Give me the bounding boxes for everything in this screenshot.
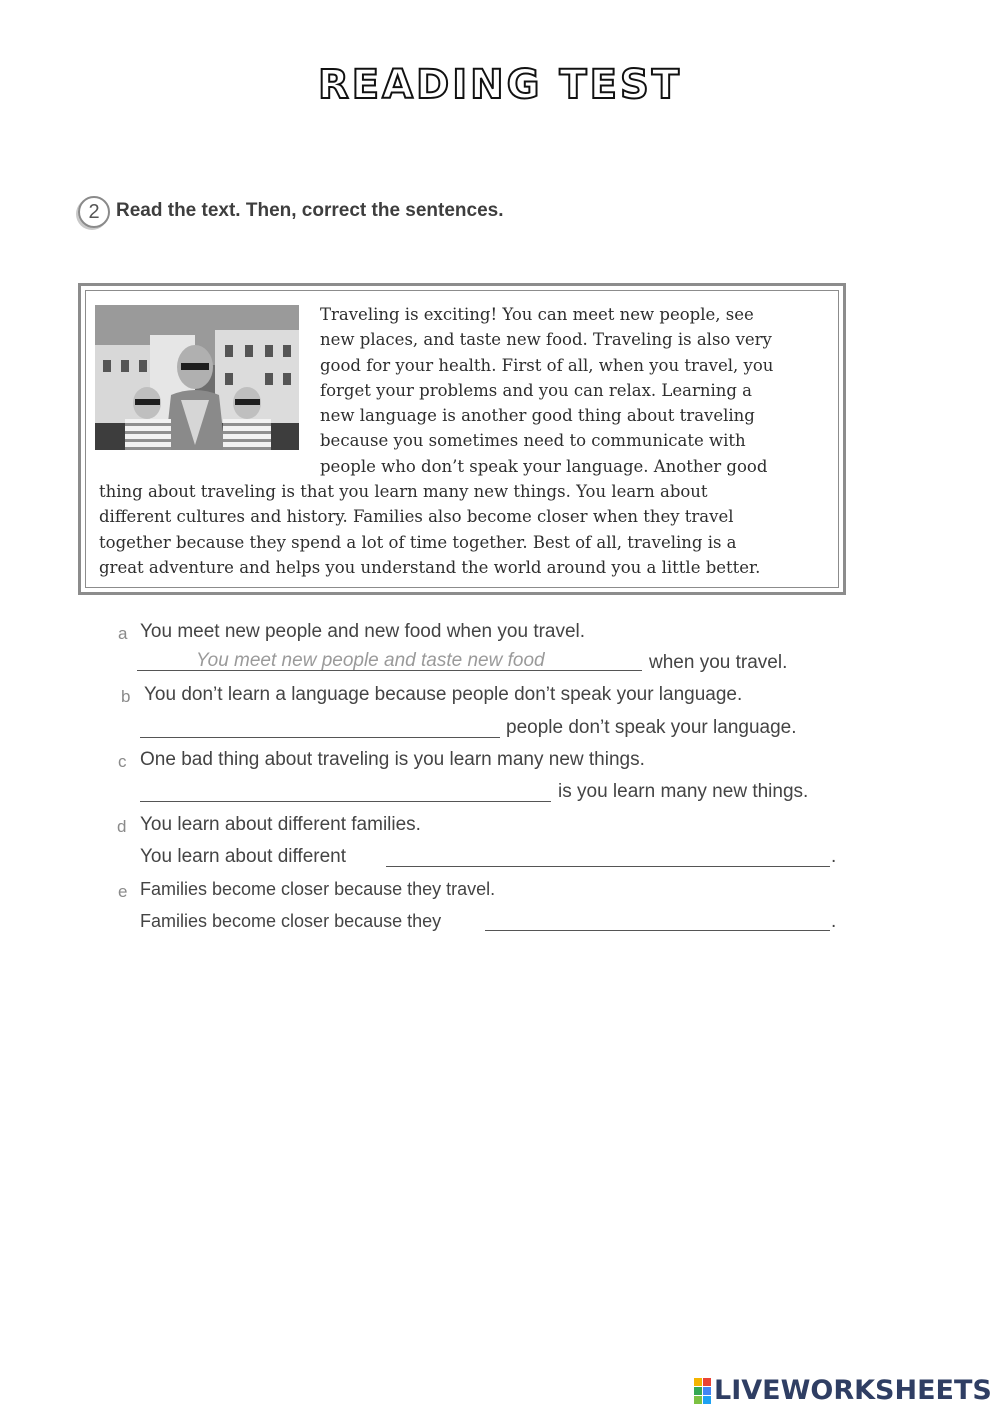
question-c-suffix: is you learn many new things.	[558, 781, 809, 802]
question-letter: a	[118, 624, 128, 643]
passage-line: new places, and taste new food. Traveling is also very	[320, 330, 772, 350]
passage-line: great adventure and helps you understand the world around you a little better.	[99, 557, 761, 577]
question-d-end: .	[831, 846, 837, 867]
logo-tile	[694, 1387, 702, 1395]
logo-tile	[703, 1387, 711, 1395]
liveworksheets-logo[interactable]	[694, 1375, 992, 1406]
passage-line: because you sometimes need to communicate with	[320, 431, 746, 451]
question-b-suffix: people don’t speak your language.	[506, 717, 797, 738]
question-a-answer-text[interactable]: You meet new people and taste new food	[196, 650, 545, 671]
question-c-answer-blank[interactable]	[140, 801, 551, 802]
question-e-sentence: Families become closer because they travel.	[140, 879, 496, 899]
question-letter: d	[117, 817, 127, 836]
question-d-answer-blank[interactable]	[386, 866, 830, 867]
passage-line: thing about traveling is that you learn many new things. You learn about	[99, 482, 708, 501]
question-b-sentence: You don’t learn a language because people don’t speak your language.	[144, 684, 743, 705]
liveworksheets-logo-icon	[694, 1378, 711, 1404]
question-e-end: .	[831, 911, 837, 932]
question-c-sentence: One bad thing about traveling is you learn many new things.	[140, 749, 645, 770]
question-letter: c	[118, 752, 127, 771]
family-travel-photo	[95, 305, 299, 450]
logo-tile	[703, 1396, 711, 1404]
passage-line: Traveling is exciting! You can meet new people, see	[320, 305, 754, 324]
passage-line: together because they spend a lot of time together. Best of all, traveling is a	[99, 532, 737, 552]
logo-tile	[703, 1378, 711, 1386]
question-d-sentence: You learn about different families.	[140, 814, 421, 835]
question-a-suffix: when you travel.	[649, 652, 788, 673]
question-b-answer-blank[interactable]	[140, 737, 500, 738]
question-a-sentence: You meet new people and new food when you travel.	[140, 621, 586, 642]
passage-text-full-width	[99, 479, 760, 580]
question-letter: b	[121, 687, 131, 706]
liveworksheets-logo-text: LIVEWORKSHEETS	[714, 1375, 992, 1406]
question-d-prefix: You learn about different	[140, 846, 347, 867]
logo-tile	[694, 1378, 702, 1386]
passage-line: good for your health. First of all, when you travel, you	[320, 355, 774, 375]
passage-line: different cultures and history. Families also become closer when they travel	[99, 507, 734, 527]
passage-text-right-column	[320, 302, 773, 479]
passage-line: new language is another good thing about traveling	[320, 406, 755, 426]
question-letter: e	[118, 882, 128, 901]
page-title: READING TEST	[317, 62, 683, 108]
exercise-instruction: Read the text. Then, correct the sentences.	[116, 200, 504, 221]
passage-line: forget your problems and you can relax. Learning a	[320, 380, 753, 400]
passage-line: people who don’t speak your language. Another good	[320, 456, 768, 476]
question-e-answer-blank[interactable]	[485, 930, 830, 931]
exercise-number-badge: 2	[78, 196, 110, 228]
logo-tile	[694, 1396, 702, 1404]
question-e-prefix: Families become closer because they	[140, 911, 442, 931]
